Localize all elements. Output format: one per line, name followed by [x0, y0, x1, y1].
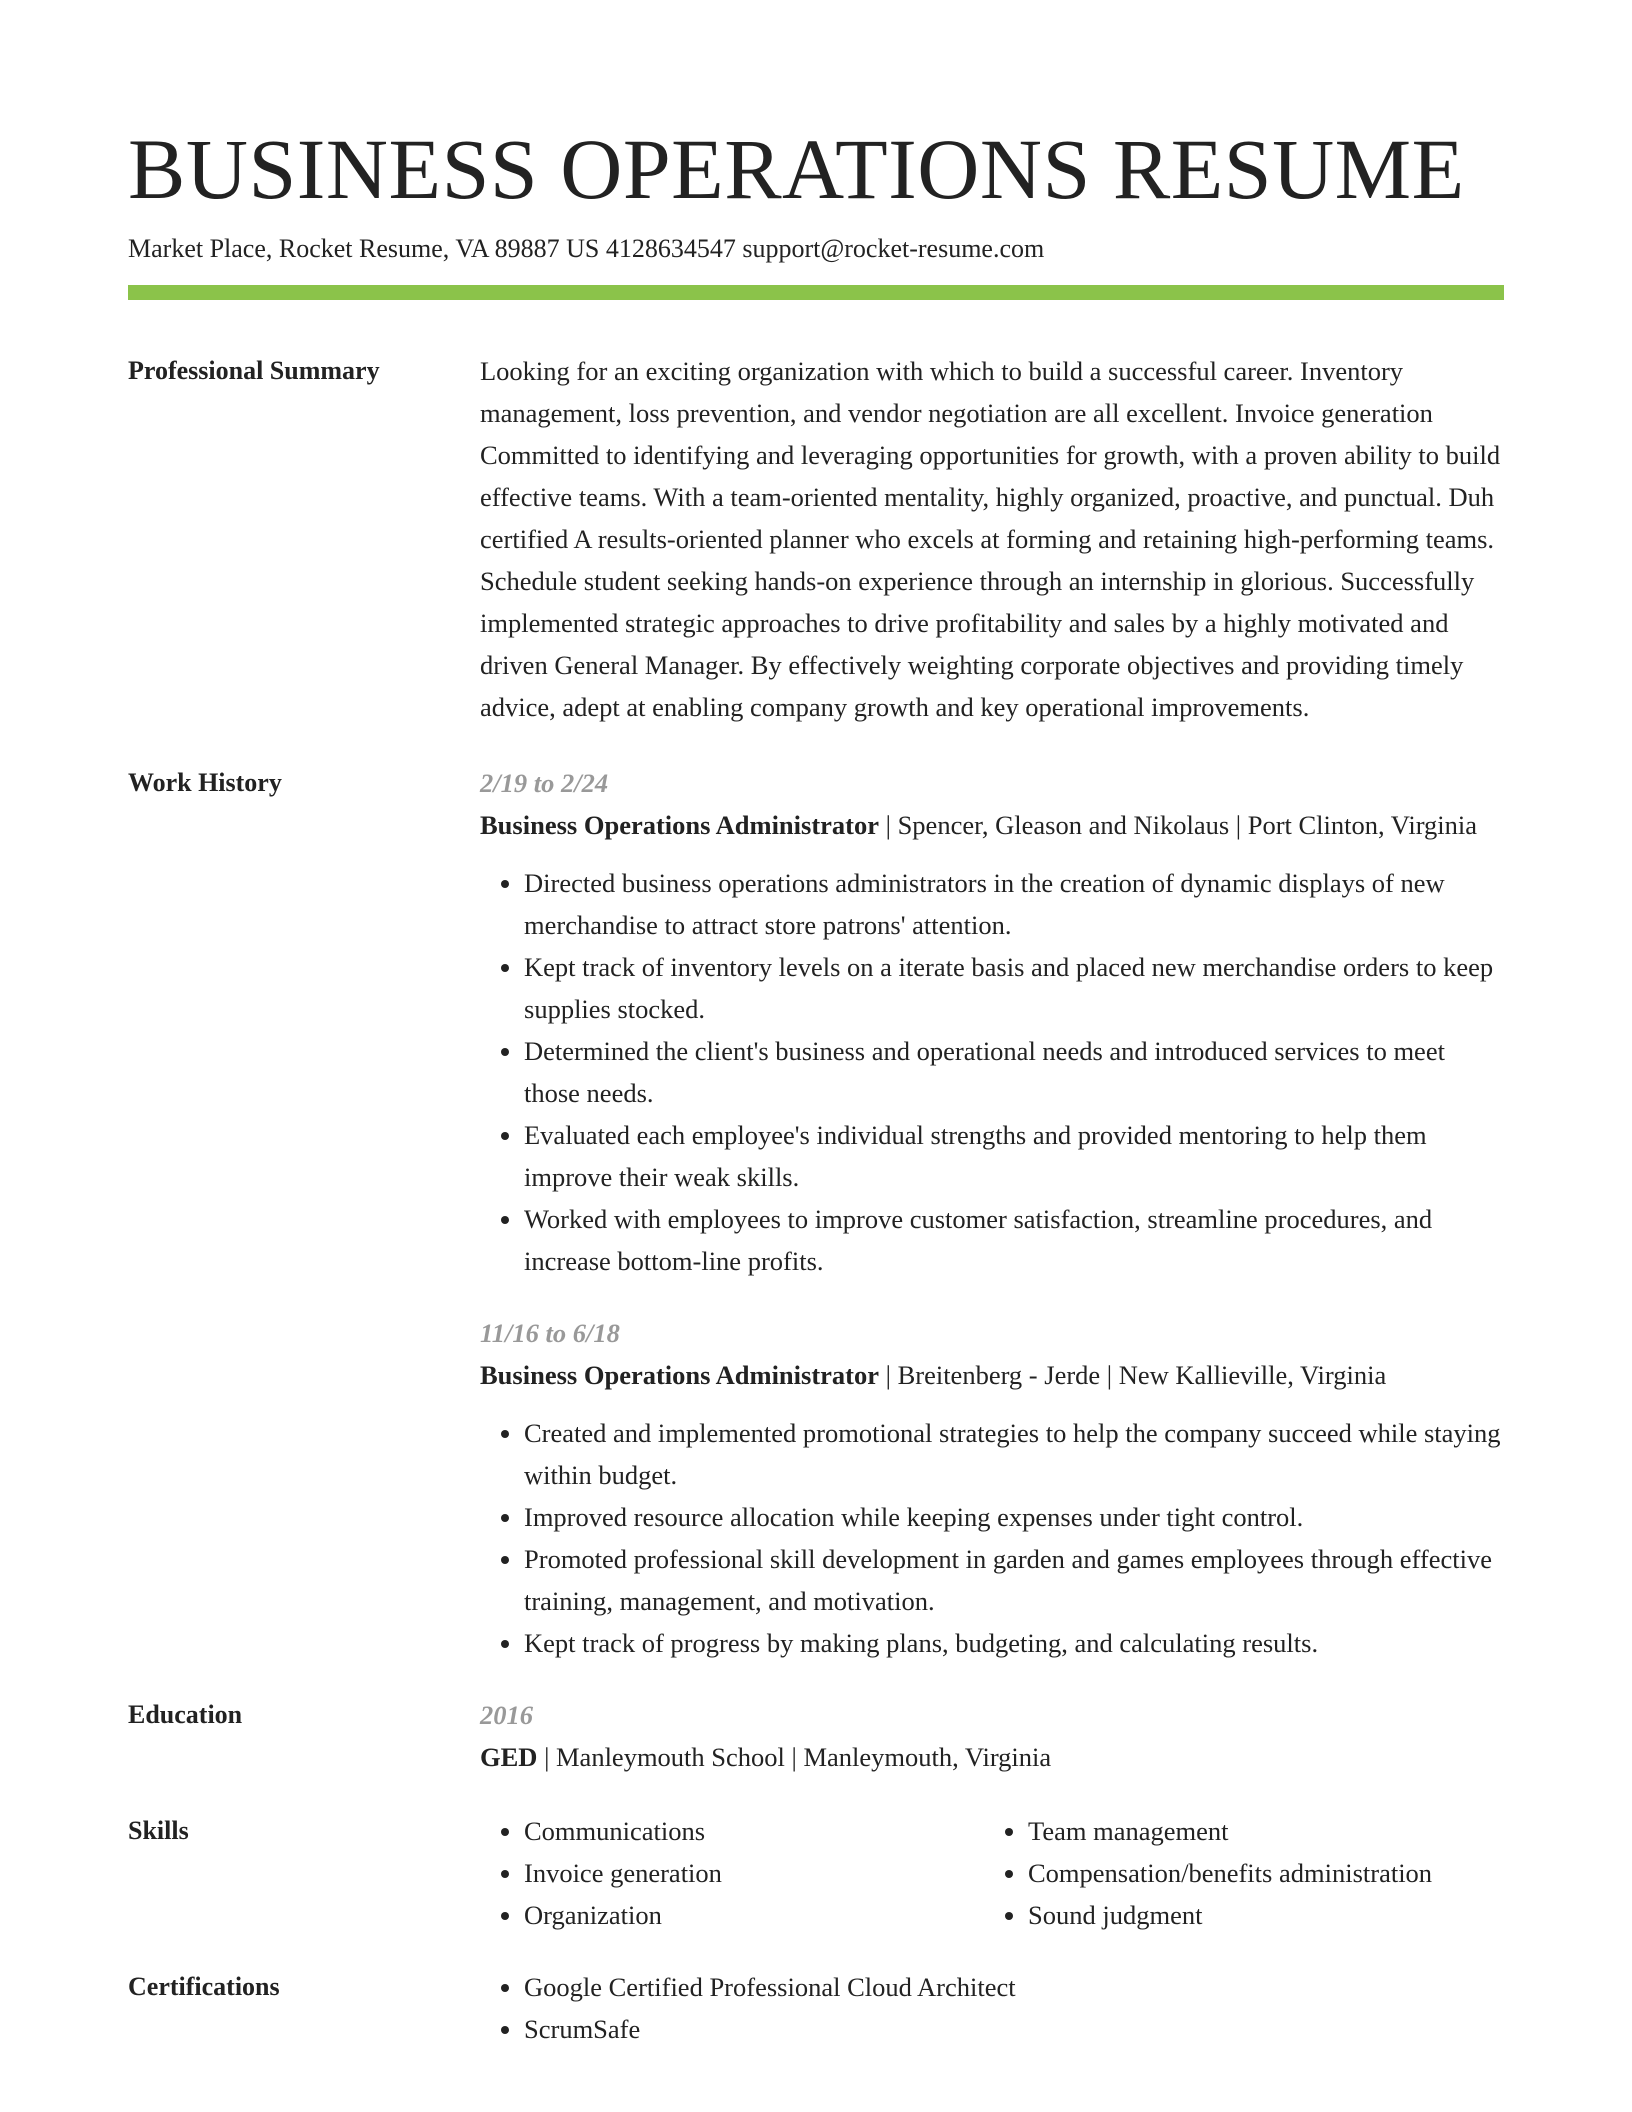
- job-bullet: • Determined the client's business and operational needs and introduced services to meet those needs.: [524, 1030, 1504, 1114]
- skill-item: • Invoice generation: [524, 1852, 984, 1894]
- skills-body: [480, 1810, 1504, 1936]
- job-role: Business Operations Administrator: [480, 810, 880, 840]
- job-role: Business Operations Administrator: [480, 1360, 880, 1390]
- skills-column-left: [480, 1810, 984, 1936]
- job-bullet: • Kept track of inventory levels on a iterate basis and placed new merchandise orders to keep supplies stocked.: [524, 946, 1504, 1030]
- skill-item: • Team management: [1028, 1810, 1488, 1852]
- work-history-body: [480, 762, 1504, 1664]
- contact-line: [128, 232, 1504, 266]
- education-degree: GED: [480, 1742, 538, 1772]
- certification-item: • Google Certified Professional Cloud Architect: [524, 1966, 1504, 2008]
- job-bullet: • Evaluated each employee's individual strengths and provided mentoring to help them improve their weak skills.: [524, 1114, 1504, 1198]
- certifications-list: [480, 1966, 1504, 2050]
- job-bullets: [480, 862, 1504, 1282]
- job-bullet: • Promoted professional skill development in garden and games employees through effective training, management, and motivation.: [524, 1538, 1504, 1622]
- education-body: [480, 1694, 1504, 1778]
- resume-title: BUSINESS OPERATIONS RESUME: [128, 121, 1465, 217]
- education-details: | Manleymouth School | Manleymouth, Virginia: [537, 1742, 1052, 1772]
- resume-page: [128, 0, 1504, 2050]
- skills-heading: Skills: [128, 1816, 189, 1845]
- skill-item: • Organization: [524, 1894, 984, 1936]
- skills-section: [128, 1810, 1504, 1936]
- certifications-body: [480, 1966, 1504, 2050]
- summary-body: [480, 350, 1504, 728]
- skills-column-right: [984, 1810, 1488, 1936]
- skills-grid: [480, 1810, 1504, 1936]
- job-details: | Spencer, Gleason and Nikolaus | Port Clinton, Virginia: [879, 810, 1478, 840]
- header-divider: [128, 285, 1504, 300]
- job-bullet: • Created and implemented promotional strategies to help the company succeed while staying within budget.: [524, 1412, 1504, 1496]
- job-bullet: • Kept track of progress by making plans, budgeting, and calculating results.: [524, 1622, 1504, 1664]
- education-section: [128, 1694, 1504, 1778]
- job-heading: [480, 1354, 1504, 1396]
- summary-section: [128, 350, 1504, 728]
- job-heading: [480, 804, 1504, 846]
- job-bullets: [480, 1412, 1504, 1664]
- job-entry: [480, 762, 1504, 1282]
- work-history-section: [128, 762, 1504, 1664]
- job-entry: [480, 1312, 1504, 1664]
- education-year: 2016: [480, 1700, 533, 1730]
- skill-item: • Communications: [524, 1810, 984, 1852]
- education-entry: [480, 1736, 1504, 1778]
- job-dates: 11/16 to 6/18: [480, 1318, 620, 1348]
- contact-address: Market Place, Rocket Resume, VA 89887 US: [128, 234, 600, 263]
- summary-heading: Professional Summary: [128, 356, 380, 385]
- work-history-heading: Work History: [128, 768, 282, 797]
- certifications-section: [128, 1966, 1504, 2050]
- job-bullet: • Directed business operations administrators in the creation of dynamic displays of new merchandise to attract store patrons' attention.: [524, 862, 1504, 946]
- summary-text: Looking for an exciting organization with which to build a successful career. Inventory management, loss prevention, and vendor negotiation are all excellent. Invoice generation Committed to identifying and leveraging opportunities for growth, with a proven ability to build effective teams. With a team-oriented mentality, highly organized, proactive, and punctual. Duh certified A results-oriented planner who excels at forming and retaining high-performing teams. Schedule student seeking hands-on experience through an internship in glorious. Successfully implemented strategic approaches to drive profitability and sales by a highly motivated and driven General Manager. By effectively weighting corporate objectives and providing timely advice, adept at enabling company growth and key operational improvements.: [480, 356, 1501, 722]
- contact-email: support@rocket-resume.com: [742, 234, 1045, 263]
- certification-item: • ScrumSafe: [524, 2008, 1504, 2050]
- education-heading: Education: [128, 1700, 243, 1729]
- contact-phone: 4128634547: [605, 234, 736, 263]
- skill-item: • Compensation/benefits administration: [1028, 1852, 1488, 1894]
- certifications-heading: Certifications: [128, 1972, 280, 2001]
- job-bullet: • Worked with employees to improve customer satisfaction, streamline procedures, and increase bottom-line profits.: [524, 1198, 1504, 1282]
- skill-item: • Sound judgment: [1028, 1894, 1488, 1936]
- job-bullet: • Improved resource allocation while keeping expenses under tight control.: [524, 1496, 1504, 1538]
- job-dates: 2/19 to 2/24: [480, 768, 609, 798]
- job-details: | Breitenberg - Jerde | New Kallieville, Virginia: [879, 1360, 1387, 1390]
